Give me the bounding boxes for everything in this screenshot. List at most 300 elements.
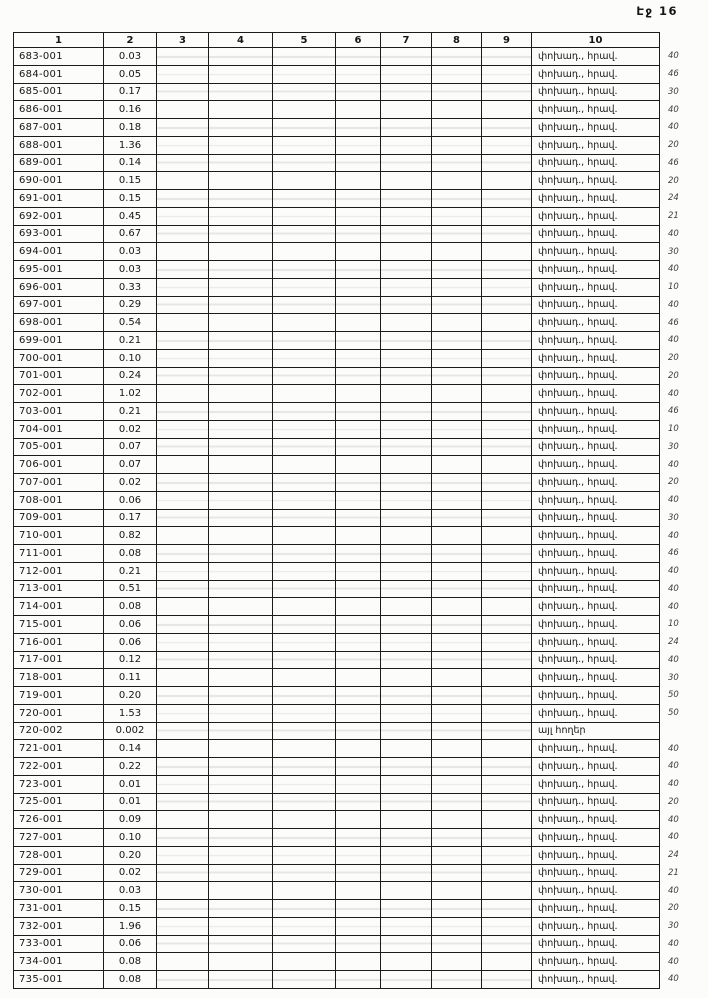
area-value: 0.33 <box>104 278 157 296</box>
area-value: 0.21 <box>104 562 157 580</box>
empty-cell <box>209 971 273 989</box>
purpose-note: փոխադ., հրավ. <box>532 154 660 172</box>
empty-cell <box>432 598 482 616</box>
empty-cell <box>273 580 336 598</box>
empty-cell <box>336 83 381 101</box>
empty-cell <box>482 917 532 935</box>
table-row <box>14 793 702 811</box>
empty-cell <box>336 367 381 385</box>
handwritten-margin-annotation: 40 <box>668 601 679 612</box>
empty-cell <box>273 775 336 793</box>
empty-cell <box>157 935 209 953</box>
handwritten-margin-annotation: 40 <box>668 122 679 133</box>
page-number-label: Էջ 16 <box>636 4 678 18</box>
empty-cell <box>157 811 209 829</box>
parcel-code: 705-001 <box>14 438 104 456</box>
empty-cell <box>209 793 273 811</box>
parcel-code: 707-001 <box>14 474 104 492</box>
table-row <box>14 829 702 847</box>
table-row <box>14 775 702 793</box>
empty-cell <box>273 367 336 385</box>
empty-cell <box>209 119 273 137</box>
empty-cell <box>482 562 532 580</box>
purpose-note: փոխադ., հրավ. <box>532 509 660 527</box>
empty-cell <box>336 101 381 119</box>
empty-cell <box>157 829 209 847</box>
empty-cell <box>482 190 532 208</box>
empty-cell <box>381 83 432 101</box>
parcel-code: 716-001 <box>14 633 104 651</box>
handwritten-margin-annotation: 40 <box>668 228 679 239</box>
empty-cell <box>482 48 532 66</box>
empty-cell <box>432 829 482 847</box>
parcel-code: 726-001 <box>14 811 104 829</box>
area-value: 0.02 <box>104 474 157 492</box>
empty-cell <box>381 953 432 971</box>
handwritten-margin-annotation: 46 <box>668 317 679 328</box>
empty-cell <box>209 243 273 261</box>
empty-cell <box>482 314 532 332</box>
empty-cell <box>336 580 381 598</box>
empty-cell <box>482 438 532 456</box>
empty-cell <box>432 349 482 367</box>
purpose-note: փոխադ., հրավ. <box>532 456 660 474</box>
empty-cell <box>336 243 381 261</box>
empty-cell <box>432 385 482 403</box>
handwritten-margin-annotation: 30 <box>668 672 679 683</box>
area-value: 1.96 <box>104 917 157 935</box>
column-header-5: 5 <box>273 33 336 48</box>
parcel-code: 728-001 <box>14 846 104 864</box>
empty-cell <box>273 722 336 740</box>
empty-cell <box>381 438 432 456</box>
table-row <box>14 740 702 758</box>
empty-cell <box>336 154 381 172</box>
empty-cell <box>381 420 432 438</box>
empty-cell <box>273 385 336 403</box>
purpose-note: փոխադ., հրավ. <box>532 101 660 119</box>
area-value: 0.22 <box>104 758 157 776</box>
empty-cell <box>432 722 482 740</box>
purpose-note: փոխադ., հրավ. <box>532 562 660 580</box>
empty-cell <box>336 438 381 456</box>
empty-cell <box>273 65 336 83</box>
empty-cell <box>432 864 482 882</box>
empty-cell <box>432 545 482 563</box>
empty-cell <box>157 456 209 474</box>
empty-cell <box>381 48 432 66</box>
empty-cell <box>381 154 432 172</box>
empty-cell <box>482 296 532 314</box>
empty-cell <box>157 953 209 971</box>
handwritten-margin-annotation: 21 <box>668 867 679 878</box>
empty-cell <box>336 314 381 332</box>
cadastral-table <box>13 32 702 989</box>
purpose-note: փոխադ., հրավ. <box>532 580 660 598</box>
handwritten-margin-annotation: 40 <box>668 779 679 790</box>
empty-cell <box>336 403 381 421</box>
table-row <box>14 722 702 740</box>
empty-cell <box>482 971 532 989</box>
empty-cell <box>381 917 432 935</box>
area-value: 0.67 <box>104 225 157 243</box>
handwritten-margin-annotation: 46 <box>668 406 679 417</box>
purpose-note: փոխադ., հրավ. <box>532 438 660 456</box>
area-value: 0.21 <box>104 332 157 350</box>
parcel-code: 734-001 <box>14 953 104 971</box>
parcel-code: 720-001 <box>14 704 104 722</box>
purpose-note: փոխադ., հրավ. <box>532 651 660 669</box>
table-row <box>14 491 702 509</box>
table-row <box>14 207 702 225</box>
parcel-code: 735-001 <box>14 971 104 989</box>
empty-cell <box>432 101 482 119</box>
table-row <box>14 935 702 953</box>
area-value: 1.36 <box>104 136 157 154</box>
table-row <box>14 101 702 119</box>
empty-cell <box>482 545 532 563</box>
handwritten-margin-annotation: 10 <box>668 282 679 293</box>
empty-cell <box>336 332 381 350</box>
parcel-code: 719-001 <box>14 687 104 705</box>
empty-cell <box>432 367 482 385</box>
empty-cell <box>432 953 482 971</box>
empty-cell <box>157 314 209 332</box>
empty-cell <box>381 935 432 953</box>
empty-cell <box>336 491 381 509</box>
empty-cell <box>209 154 273 172</box>
empty-cell <box>432 562 482 580</box>
parcel-code: 713-001 <box>14 580 104 598</box>
parcel-code: 732-001 <box>14 917 104 935</box>
empty-cell <box>482 154 532 172</box>
empty-cell <box>209 669 273 687</box>
parcel-code: 691-001 <box>14 190 104 208</box>
purpose-note: փոխադ., հրավ. <box>532 669 660 687</box>
empty-cell <box>432 971 482 989</box>
empty-cell <box>209 83 273 101</box>
table-row <box>14 385 702 403</box>
empty-cell <box>432 527 482 545</box>
empty-cell <box>209 740 273 758</box>
empty-cell <box>336 758 381 776</box>
empty-cell <box>209 48 273 66</box>
empty-cell <box>381 332 432 350</box>
area-value: 0.06 <box>104 633 157 651</box>
area-value: 0.21 <box>104 403 157 421</box>
handwritten-margin-annotation: 20 <box>668 796 679 807</box>
area-value: 0.06 <box>104 616 157 634</box>
empty-cell <box>209 545 273 563</box>
empty-cell <box>482 616 532 634</box>
empty-cell <box>381 225 432 243</box>
empty-cell <box>336 633 381 651</box>
table-row <box>14 651 702 669</box>
empty-cell <box>381 172 432 190</box>
table-row <box>14 846 702 864</box>
empty-cell <box>432 261 482 279</box>
parcel-code: 721-001 <box>14 740 104 758</box>
empty-cell <box>432 811 482 829</box>
table-row <box>14 65 702 83</box>
parcel-code: 727-001 <box>14 829 104 847</box>
parcel-code: 706-001 <box>14 456 104 474</box>
empty-cell <box>432 846 482 864</box>
parcel-code: 702-001 <box>14 385 104 403</box>
empty-cell <box>482 509 532 527</box>
handwritten-margin-annotation: 30 <box>668 512 679 523</box>
empty-cell <box>157 491 209 509</box>
empty-cell <box>482 225 532 243</box>
table-row <box>14 758 702 776</box>
purpose-note: փոխադ., հրավ. <box>532 864 660 882</box>
empty-cell <box>157 261 209 279</box>
empty-cell <box>432 190 482 208</box>
area-value: 0.002 <box>104 722 157 740</box>
empty-cell <box>482 385 532 403</box>
purpose-note: փոխադ., հրավ. <box>532 261 660 279</box>
empty-cell <box>336 261 381 279</box>
empty-cell <box>336 225 381 243</box>
table-row <box>14 136 702 154</box>
handwritten-margin-annotation: 40 <box>668 299 679 310</box>
purpose-note: փոխադ., հրավ. <box>532 314 660 332</box>
empty-cell <box>209 456 273 474</box>
purpose-note: փոխադ., հրավ. <box>532 740 660 758</box>
table-row <box>14 509 702 527</box>
empty-cell <box>381 846 432 864</box>
empty-cell <box>209 438 273 456</box>
area-value: 0.14 <box>104 154 157 172</box>
purpose-note: փոխադ., հրավ. <box>532 935 660 953</box>
empty-cell <box>381 704 432 722</box>
parcel-code: 685-001 <box>14 83 104 101</box>
table-row <box>14 864 702 882</box>
area-value: 0.82 <box>104 527 157 545</box>
empty-cell <box>157 687 209 705</box>
handwritten-margin-annotation: 24 <box>668 637 679 648</box>
empty-cell <box>482 775 532 793</box>
empty-cell <box>157 438 209 456</box>
empty-cell <box>157 119 209 137</box>
empty-cell <box>273 527 336 545</box>
empty-cell <box>381 527 432 545</box>
empty-cell <box>157 669 209 687</box>
empty-cell <box>209 758 273 776</box>
empty-cell <box>432 403 482 421</box>
empty-cell <box>157 278 209 296</box>
area-value: 0.14 <box>104 740 157 758</box>
empty-cell <box>209 278 273 296</box>
empty-cell <box>273 669 336 687</box>
empty-cell <box>336 65 381 83</box>
handwritten-margin-annotation: 10 <box>668 619 679 630</box>
empty-cell <box>273 261 336 279</box>
area-value: 1.02 <box>104 385 157 403</box>
empty-cell <box>209 633 273 651</box>
handwritten-margin-annotation: 40 <box>668 832 679 843</box>
parcel-code: 704-001 <box>14 420 104 438</box>
area-value: 0.17 <box>104 83 157 101</box>
table-row <box>14 882 702 900</box>
empty-cell <box>381 616 432 634</box>
empty-cell <box>482 474 532 492</box>
empty-cell <box>432 65 482 83</box>
empty-cell <box>209 917 273 935</box>
parcel-code: 696-001 <box>14 278 104 296</box>
empty-cell <box>381 775 432 793</box>
empty-cell <box>209 598 273 616</box>
empty-cell <box>432 456 482 474</box>
empty-cell <box>209 385 273 403</box>
purpose-note: փոխադ., հրավ. <box>532 278 660 296</box>
table-row <box>14 527 702 545</box>
empty-cell <box>432 136 482 154</box>
parcel-code: 708-001 <box>14 491 104 509</box>
empty-cell <box>482 811 532 829</box>
empty-cell <box>336 651 381 669</box>
empty-cell <box>209 722 273 740</box>
empty-cell <box>157 101 209 119</box>
table-row <box>14 580 702 598</box>
empty-cell <box>381 722 432 740</box>
area-value: 0.06 <box>104 935 157 953</box>
empty-cell <box>482 864 532 882</box>
empty-cell <box>209 651 273 669</box>
parcel-code: 690-001 <box>14 172 104 190</box>
empty-cell <box>482 953 532 971</box>
area-value: 0.03 <box>104 48 157 66</box>
handwritten-margin-annotation: 40 <box>668 459 679 470</box>
purpose-note: փոխադ., հրավ. <box>532 403 660 421</box>
handwritten-margin-annotation: 30 <box>668 921 679 932</box>
purpose-note: փոխադ., հրավ. <box>532 704 660 722</box>
area-value: 0.02 <box>104 420 157 438</box>
empty-cell <box>381 811 432 829</box>
empty-cell <box>157 332 209 350</box>
empty-cell <box>157 545 209 563</box>
empty-cell <box>157 971 209 989</box>
empty-cell <box>157 65 209 83</box>
empty-cell <box>336 509 381 527</box>
handwritten-margin-annotation: 40 <box>668 761 679 772</box>
table-row <box>14 83 702 101</box>
area-value: 0.29 <box>104 296 157 314</box>
empty-cell <box>432 740 482 758</box>
empty-cell <box>273 953 336 971</box>
empty-cell <box>482 722 532 740</box>
empty-cell <box>273 900 336 918</box>
handwritten-margin-annotation: 21 <box>668 211 679 222</box>
empty-cell <box>336 846 381 864</box>
empty-cell <box>273 829 336 847</box>
empty-cell <box>432 704 482 722</box>
table-row <box>14 456 702 474</box>
handwritten-margin-annotation: 30 <box>668 86 679 97</box>
area-value: 0.10 <box>104 349 157 367</box>
area-value: 0.16 <box>104 101 157 119</box>
parcel-code: 699-001 <box>14 332 104 350</box>
empty-cell <box>432 48 482 66</box>
table-row <box>14 971 702 989</box>
empty-cell <box>273 190 336 208</box>
empty-cell <box>273 545 336 563</box>
column-header-4: 4 <box>209 33 273 48</box>
area-value: 0.10 <box>104 829 157 847</box>
empty-cell <box>157 296 209 314</box>
empty-cell <box>273 243 336 261</box>
empty-cell <box>157 349 209 367</box>
empty-cell <box>209 367 273 385</box>
handwritten-margin-annotation: 40 <box>668 743 679 754</box>
area-value: 0.05 <box>104 65 157 83</box>
area-value: 0.06 <box>104 491 157 509</box>
parcel-code: 711-001 <box>14 545 104 563</box>
empty-cell <box>381 136 432 154</box>
parcel-code: 720-002 <box>14 722 104 740</box>
column-header-7: 7 <box>381 33 432 48</box>
empty-cell <box>482 261 532 279</box>
purpose-note: փոխադ., հրավ. <box>532 882 660 900</box>
empty-cell <box>273 509 336 527</box>
empty-cell <box>336 190 381 208</box>
table-row <box>14 243 702 261</box>
empty-cell <box>482 403 532 421</box>
table-row <box>14 420 702 438</box>
empty-cell <box>432 438 482 456</box>
handwritten-margin-annotation: 40 <box>668 51 679 62</box>
empty-cell <box>432 474 482 492</box>
handwritten-margin-annotation: 40 <box>668 495 679 506</box>
parcel-code: 723-001 <box>14 775 104 793</box>
column-header-3: 3 <box>157 33 209 48</box>
purpose-note: փոխադ., հրավ. <box>532 527 660 545</box>
purpose-note: փոխադ., հրավ. <box>532 385 660 403</box>
empty-cell <box>381 119 432 137</box>
handwritten-margin-annotation: 50 <box>668 708 679 719</box>
handwritten-margin-annotation: 40 <box>668 530 679 541</box>
empty-cell <box>209 562 273 580</box>
empty-cell <box>432 775 482 793</box>
column-header-row <box>14 33 702 48</box>
area-value: 0.01 <box>104 775 157 793</box>
empty-cell <box>157 740 209 758</box>
purpose-note: փոխադ., հրավ. <box>532 332 660 350</box>
empty-cell <box>432 793 482 811</box>
empty-cell <box>482 243 532 261</box>
handwritten-margin-annotation: 40 <box>668 104 679 115</box>
area-value: 0.03 <box>104 243 157 261</box>
parcel-code: 731-001 <box>14 900 104 918</box>
table-row <box>14 562 702 580</box>
empty-cell <box>209 616 273 634</box>
empty-cell <box>157 580 209 598</box>
empty-cell <box>336 935 381 953</box>
purpose-note: փոխադ., հրավ. <box>532 616 660 634</box>
empty-cell <box>482 846 532 864</box>
table-row <box>14 633 702 651</box>
table-row <box>14 367 702 385</box>
empty-cell <box>482 633 532 651</box>
empty-cell <box>336 474 381 492</box>
empty-cell <box>273 935 336 953</box>
empty-cell <box>432 917 482 935</box>
purpose-note: փոխադ., հրավ. <box>532 633 660 651</box>
empty-cell <box>336 811 381 829</box>
empty-cell <box>432 651 482 669</box>
empty-cell <box>273 971 336 989</box>
empty-cell <box>209 225 273 243</box>
